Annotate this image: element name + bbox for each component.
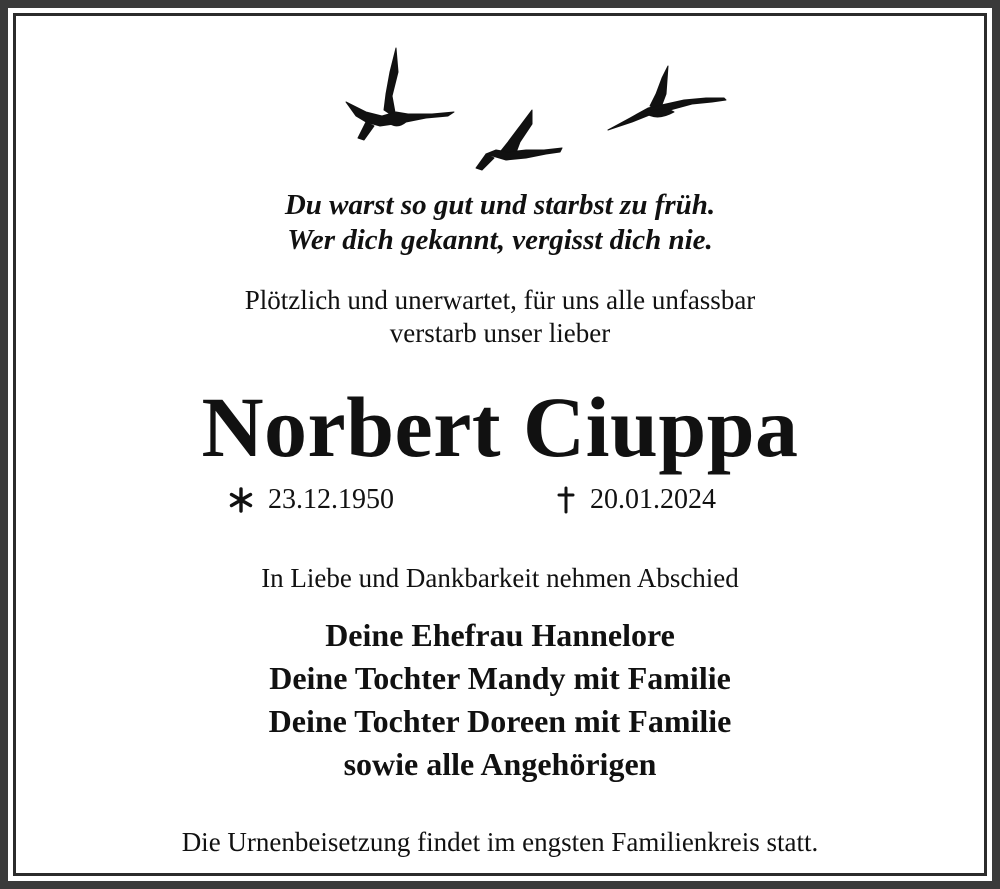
intro-line-1: Plötzlich und unerwartet, für uns alle unfassbar xyxy=(244,285,756,315)
deceased-name: Norbert Ciuppa xyxy=(201,379,799,475)
birth-date: 23.12.1950 xyxy=(268,484,394,515)
death-date-group xyxy=(556,484,716,516)
page-margin xyxy=(8,8,992,881)
memorial-verse xyxy=(16,188,984,258)
farewell-text: In Liebe und Dankbarkeit nehmen Abschied xyxy=(261,563,739,593)
verse-line-1: Du warst so gut und starbst zu früh. xyxy=(284,189,716,221)
intro-text xyxy=(16,284,984,350)
mourner-line: sowie alle Angehörigen xyxy=(343,746,657,782)
cross-icon xyxy=(556,486,576,514)
verse-line-2: Wer dich gekannt, vergisst dich nie. xyxy=(287,224,713,256)
asterisk-icon xyxy=(228,487,254,513)
mourner-line: Deine Ehefrau Hannelore xyxy=(325,617,675,653)
mourner-line: Deine Tochter Mandy mit Familie xyxy=(269,660,731,696)
birth-date-group xyxy=(228,484,394,516)
intro-line-2: verstarb unser lieber xyxy=(389,318,611,348)
death-date: 20.01.2024 xyxy=(590,484,716,515)
obituary-frame xyxy=(13,13,987,876)
burial-note: Die Urnenbeisetzung findet im engsten Familienkreis statt. xyxy=(181,827,819,857)
mourner-line: Deine Tochter Doreen mit Familie xyxy=(268,703,732,739)
life-dates xyxy=(16,484,984,524)
flying-birds-icon xyxy=(336,42,736,182)
mourners-list xyxy=(16,614,984,786)
